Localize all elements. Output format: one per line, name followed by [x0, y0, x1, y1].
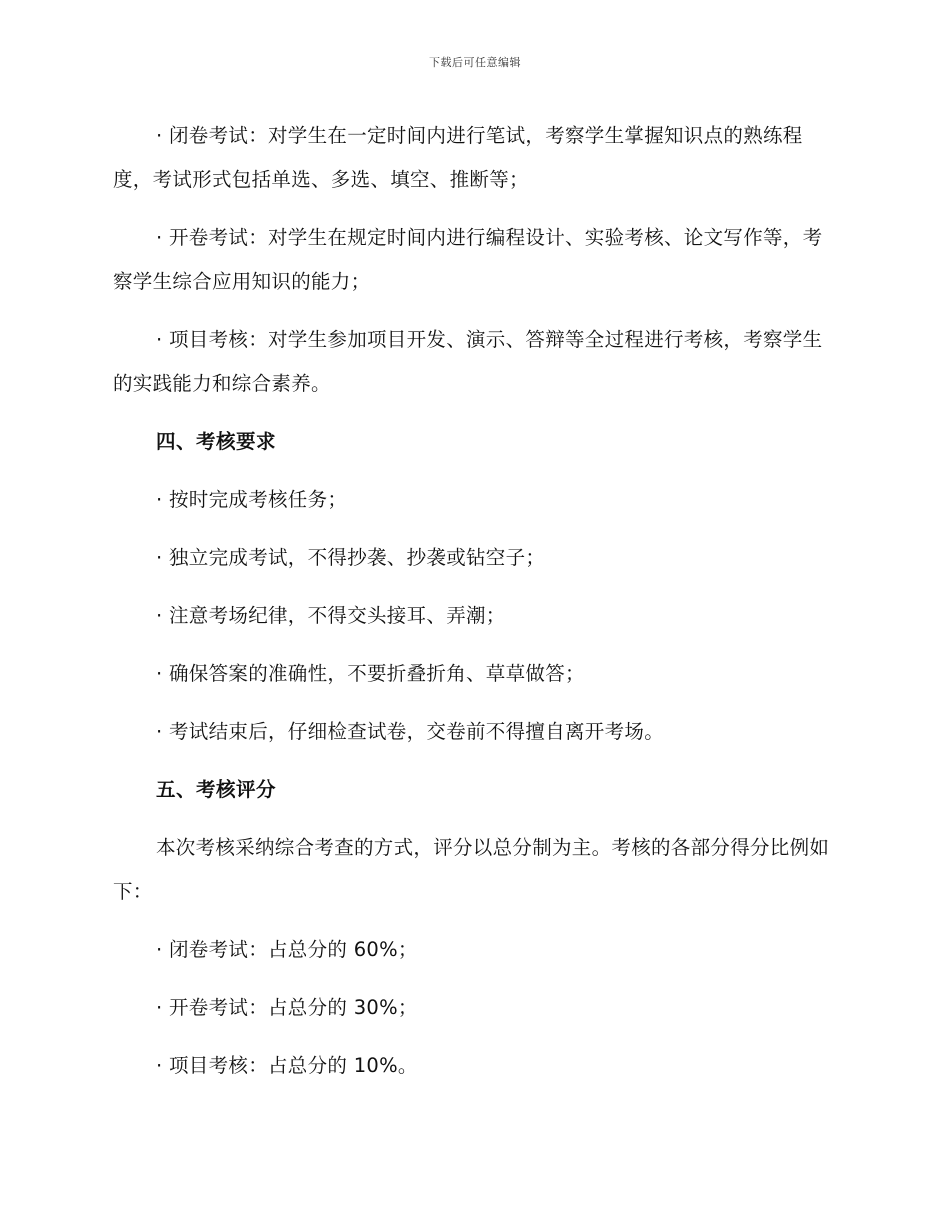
scoring-item: · 开卷考试：占总分的 30%；	[156, 996, 418, 1019]
requirement-item: · 独立完成考试，不得抄袭、抄袭或钻空子；	[156, 546, 546, 569]
page-header: 下载后可任意编辑	[429, 56, 521, 69]
section-heading-scoring: 五、考核评分	[156, 778, 277, 801]
requirement-item: · 确保答案的准确性，不要折叠折角、草草做答；	[156, 662, 585, 685]
requirement-item: · 注意考场纪律，不得交头接耳、弄潮；	[156, 604, 506, 627]
section-heading-requirements: 四、考核要求	[156, 430, 277, 453]
requirement-item: · 按时完成考核任务；	[156, 488, 348, 511]
requirement-item: · 考试结束后，仔细检查试卷，交卷前不得擅自离开考场。	[156, 720, 664, 743]
scoring-item: · 闭卷考试：占总分的 60%；	[156, 938, 418, 961]
exam-type-project: · 项目考核：对学生参加项目开发、演示、答辩等全过程进行考核，考察学生的实践能力和综合素养。	[113, 328, 823, 395]
exam-type-open-book: · 开卷考试：对学生在规定时间内进行编程设计、实验考核、论文写作等，考察学生综合应用知识的能力；	[113, 226, 823, 293]
exam-type-closed-book: · 闭卷考试：对学生在一定时间内进行笔试，考察学生掌握知识点的熟练程度，考试形式包括单选、多选、填空、推断等；	[113, 124, 803, 191]
scoring-item: · 项目考核：占总分的 10%。	[156, 1054, 418, 1077]
document-body	[113, 114, 833, 1102]
scoring-intro: 本次考核采纳综合考查的方式，评分以总分制为主。考核的各部分得分比例如下：	[113, 836, 830, 903]
